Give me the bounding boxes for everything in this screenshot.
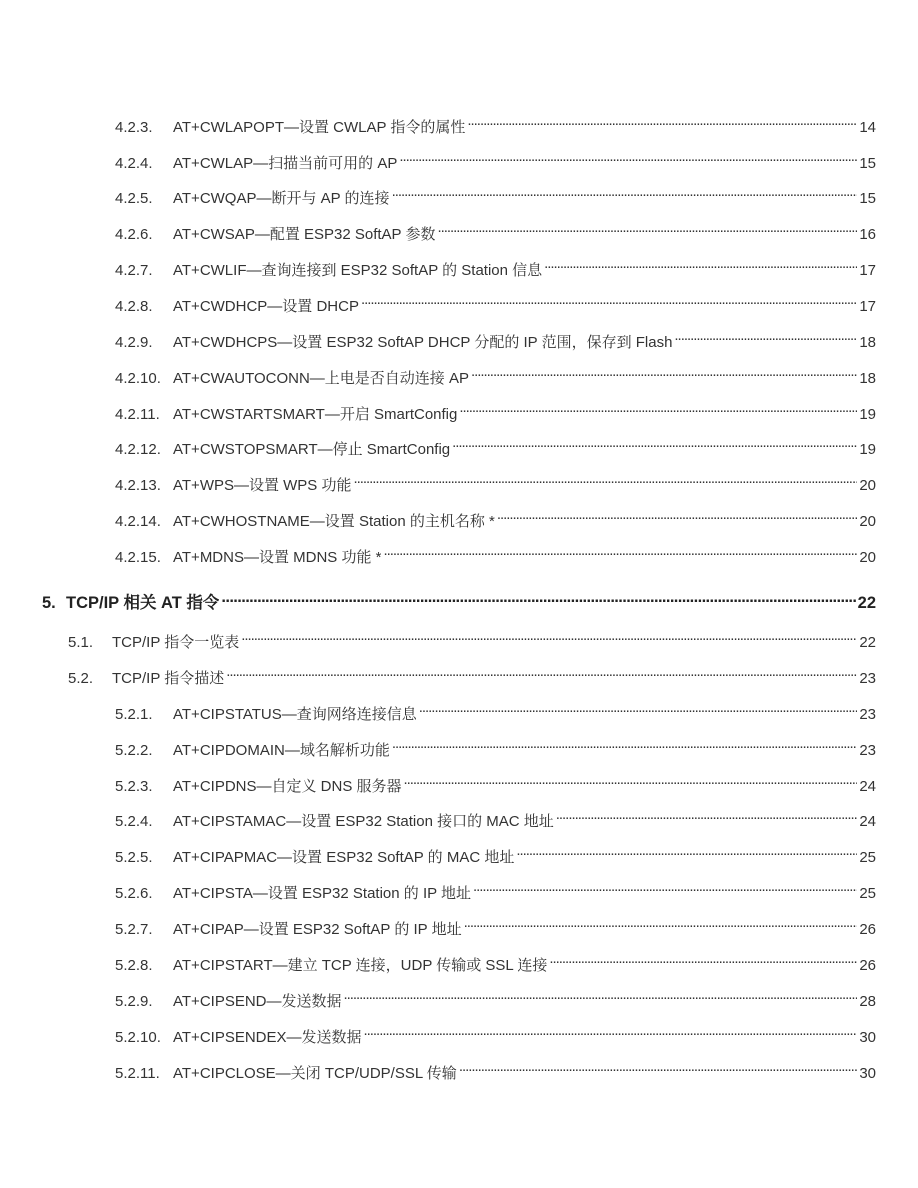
toc-entry[interactable] (115, 540, 876, 566)
dot-leader (452, 432, 857, 454)
toc-entry-number: 5.2.5. (115, 849, 153, 866)
dot-leader (459, 397, 857, 419)
toc-entry-title: AT+CIPSTART—建立 TCP 连接，UDP 传输或 SSL 连接 (173, 957, 548, 974)
toc-entry[interactable] (115, 289, 876, 315)
toc-entry-number: 4.2.8. (115, 298, 153, 315)
toc-entry-title: AT+CWDHCPS—设置 ESP32 SoftAP DHCP 分配的 IP 范围，保存到 Flash (173, 334, 673, 351)
toc-entry-number: 4.2.10. (115, 370, 161, 387)
toc-entry[interactable] (115, 361, 876, 387)
toc-entry[interactable] (115, 504, 876, 530)
toc-entry-title: TCP/IP 指令一览表 (112, 634, 240, 651)
toc-entry-page: 15 (859, 155, 876, 172)
toc-entry[interactable] (115, 217, 876, 243)
toc-entry-number: 5.2.3. (115, 778, 153, 795)
toc-entry-page: 15 (859, 190, 876, 207)
dot-leader (556, 804, 858, 826)
toc-entry-title: AT+CWLIF—查询连接到 ESP32 SoftAP 的 Station 信息 (173, 262, 543, 279)
toc-entry-title: AT+CWHOSTNAME—设置 Station 的主机名称 * (173, 513, 495, 530)
toc-entry[interactable] (115, 1020, 876, 1046)
toc-entry[interactable] (115, 697, 876, 723)
toc-entry-number: 4.2.15. (115, 549, 161, 566)
toc-entry-number: 5.1. (68, 634, 94, 651)
dot-leader (399, 146, 857, 168)
toc-entry[interactable] (115, 468, 876, 494)
toc-entry[interactable] (115, 253, 876, 279)
toc-entry-page: 28 (859, 993, 876, 1010)
toc-entry-page: 24 (859, 778, 876, 795)
toc-entry-title: AT+CIPSENDEX—发送数据 (173, 1029, 362, 1046)
toc-entry-number: 5.2.2. (115, 742, 153, 759)
toc-entry-number: 4.2.3. (115, 119, 153, 136)
toc-entry-title: TCP/IP 相关 AT 指令 (66, 594, 220, 612)
toc-entry-number: 4.2.13. (115, 477, 161, 494)
toc-entry-number: 5.2.10. (115, 1029, 161, 1046)
toc-entry-page: 17 (859, 262, 876, 279)
dot-leader (497, 504, 857, 526)
toc-entry-number: 5.2.7. (115, 921, 153, 938)
toc-entry-number: 5.2.4. (115, 813, 153, 830)
toc-entry[interactable] (115, 1056, 876, 1082)
toc-entry[interactable] (115, 912, 876, 938)
dot-leader (549, 948, 857, 970)
dot-leader (464, 912, 858, 934)
dot-leader (467, 110, 857, 132)
dot-leader (437, 217, 857, 239)
toc-entry-page: 20 (859, 477, 876, 494)
dot-leader (404, 769, 858, 791)
toc-entry-title: AT+CWSTOPSMART—停止 SmartConfig (173, 441, 451, 458)
toc-entry-title: AT+MDNS—设置 MDNS 功能 * (173, 549, 382, 566)
toc-entry[interactable] (115, 840, 876, 866)
dot-leader (516, 840, 857, 862)
toc-entry-number: 5. (42, 594, 56, 612)
toc-entry-number: 5.2. (68, 670, 94, 687)
toc-entry-number: 4.2.7. (115, 262, 153, 279)
toc-entry-number: 5.2.8. (115, 957, 153, 974)
toc-entry-page: 23 (859, 670, 876, 687)
toc-entry-page: 25 (859, 885, 876, 902)
dot-leader (473, 876, 857, 898)
toc-entry-page: 30 (859, 1065, 876, 1082)
toc-entry-page: 14 (859, 119, 876, 136)
toc-section-entry[interactable] (68, 625, 876, 651)
toc-entry[interactable] (115, 181, 876, 207)
toc-entry[interactable] (115, 948, 876, 974)
toc-entry-title: AT+CIPDNS—自定义 DNS 服务器 (173, 778, 402, 795)
dot-leader (353, 468, 857, 490)
toc-entry-title: AT+CWSTARTSMART—开启 SmartConfig (173, 406, 458, 423)
toc-entry-number: 4.2.6. (115, 226, 153, 243)
toc-entry[interactable] (115, 769, 876, 795)
toc-entry-title: AT+CIPSTATUS—查询网络连接信息 (173, 706, 417, 723)
dot-leader (361, 289, 857, 311)
toc-entry-title: AT+CIPSTA—设置 ESP32 Station 的 IP 地址 (173, 885, 472, 902)
toc-entry-page: 22 (859, 634, 876, 651)
toc-entry-page: 20 (859, 513, 876, 530)
toc-entry-title: AT+CIPAP—设置 ESP32 SoftAP 的 IP 地址 (173, 921, 462, 938)
dot-leader (674, 325, 857, 347)
toc-entry[interactable] (115, 110, 876, 136)
toc-entry-page: 26 (859, 957, 876, 974)
toc-entry-number: 5.2.11. (115, 1065, 160, 1082)
toc-entry-number: 4.2.5. (115, 190, 153, 207)
toc-entry-title: AT+CWDHCP—设置 DHCP (173, 298, 359, 315)
dot-leader (392, 733, 857, 755)
dot-leader (344, 984, 858, 1006)
toc-entry-title: AT+CIPSEND—发送数据 (173, 993, 342, 1010)
toc-entry-title: AT+CWAUTOCONN—上电是否自动连接 AP (173, 370, 469, 387)
toc-entry-page: 18 (859, 334, 876, 351)
toc-entry-number: 5.2.9. (115, 993, 153, 1010)
toc-entry-title: AT+CIPDOMAIN—域名解析功能 (173, 742, 390, 759)
toc-chapter-entry[interactable] (42, 586, 876, 612)
toc-entry-page: 22 (857, 594, 876, 612)
toc-entry-number: 4.2.11. (115, 406, 160, 423)
toc-entry-page: 16 (859, 226, 876, 243)
dot-leader (459, 1056, 858, 1078)
dot-leader (221, 586, 855, 608)
dot-leader (241, 625, 857, 647)
toc-entry-number: 4.2.14. (115, 513, 161, 530)
toc-entry-title: AT+CIPAPMAC—设置 ESP32 SoftAP 的 MAC 地址 (173, 849, 515, 866)
toc-entry-title: AT+CIPSTAMAC—设置 ESP32 Station 接口的 MAC 地址 (173, 813, 554, 830)
toc-entry-page: 19 (859, 406, 876, 423)
toc-entry-number: 4.2.12. (115, 441, 161, 458)
toc-entry-page: 24 (859, 813, 876, 830)
toc-entry-page: 26 (859, 921, 876, 938)
dot-leader (544, 253, 857, 275)
toc-section-entry[interactable] (68, 661, 876, 687)
dot-leader (364, 1020, 858, 1042)
toc-entry-number: 5.2.6. (115, 885, 153, 902)
toc-entry[interactable] (115, 733, 876, 759)
toc-entry-title: AT+CWLAP—扫描当前可用的 AP (173, 155, 398, 172)
toc-entry[interactable] (115, 397, 876, 423)
toc-entry-title: AT+WPS—设置 WPS 功能 (173, 477, 352, 494)
toc-entry-number: 4.2.9. (115, 334, 153, 351)
toc-entry[interactable] (115, 876, 876, 902)
toc-entry[interactable] (115, 432, 876, 458)
dot-leader (419, 697, 858, 719)
toc-entry-page: 23 (859, 742, 876, 759)
toc-entry-page: 25 (859, 849, 876, 866)
toc-entry-number: 4.2.4. (115, 155, 153, 172)
toc-entry-title: AT+CWSAP—配置 ESP32 SoftAP 参数 (173, 226, 436, 243)
toc-entry-page: 19 (859, 441, 876, 458)
toc-entry[interactable] (115, 984, 876, 1010)
dot-leader (392, 181, 858, 203)
dot-leader (226, 661, 857, 683)
toc-entry-title: TCP/IP 指令描述 (112, 670, 225, 687)
toc-entry-page: 17 (859, 298, 876, 315)
toc-entry[interactable] (115, 804, 876, 830)
toc-entry[interactable] (115, 325, 876, 351)
toc-entry-page: 18 (859, 370, 876, 387)
toc-entry-title: AT+CIPCLOSE—关闭 TCP/UDP/SSL 传输 (173, 1065, 457, 1082)
toc-entry-number: 5.2.1. (115, 706, 153, 723)
toc-entry-page: 20 (859, 549, 876, 566)
dot-leader (471, 361, 857, 383)
toc-entry[interactable] (115, 146, 876, 172)
toc-entry-page: 23 (859, 706, 876, 723)
dot-leader (383, 540, 857, 562)
toc-entry-title: AT+CWQAP—断开与 AP 的连接 (173, 190, 390, 207)
toc-entry-page: 30 (859, 1029, 876, 1046)
toc-entry-title: AT+CWLAPOPT—设置 CWLAP 指令的属性 (173, 119, 466, 136)
